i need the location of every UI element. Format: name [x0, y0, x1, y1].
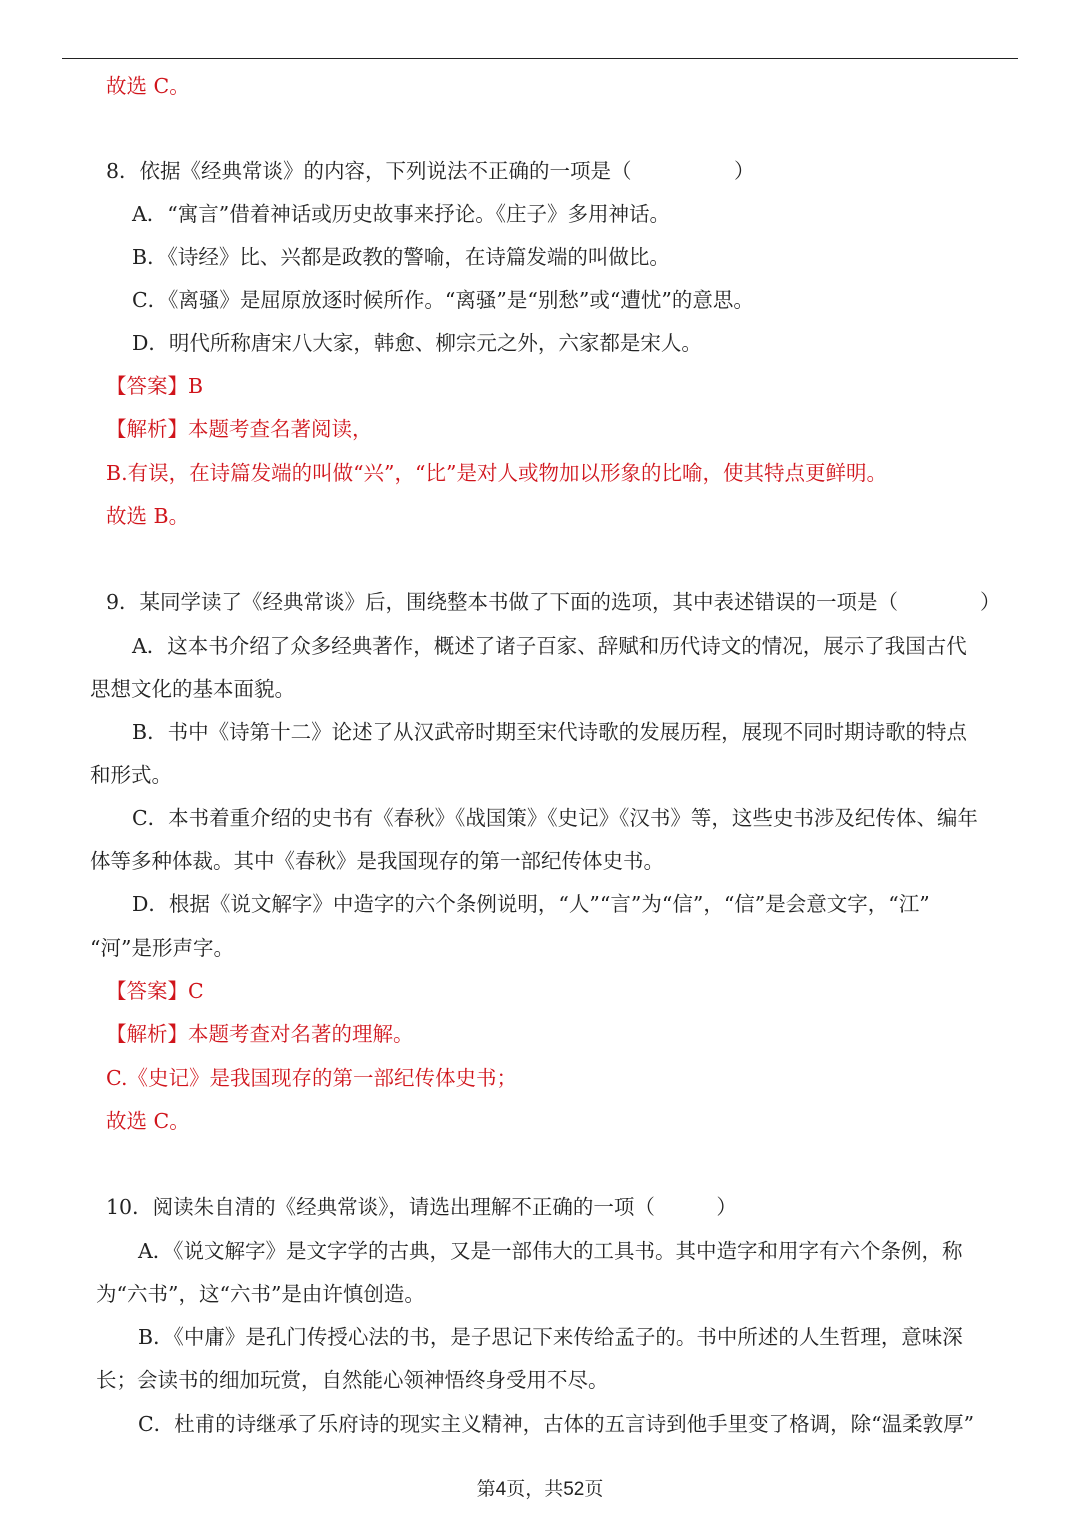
q9-option-d-cont: “河”是形声字。 [90, 936, 234, 960]
q9-option-c-cont: 体等多种体裁。其中《春秋》是我国现存的第一部纪传体史书。 [90, 849, 664, 873]
question-10-stem: 10．阅读朱自清的《经典常谈》，请选出理解不正确的一项（ ） [106, 1195, 737, 1219]
q9-option-a: A．这本书介绍了众多经典著作，概述了诸子百家、辞赋和历代诗文的情况，展示了我国古代 [132, 634, 967, 658]
q8-option-c: C．《离骚》是屈原放逐时候所作。“离骚”是“别愁”或“遭忧”的意思。 [132, 288, 754, 312]
q10-option-a: A．《说文解字》是文字学的古典，又是一部伟大的工具书。其中造字和用字有六个条例，称 [138, 1239, 963, 1263]
q8-conclusion: 故选 B。 [106, 504, 190, 528]
q9-option-a-cont: 思想文化的基本面貌。 [90, 677, 295, 701]
q9-option-d: D．根据《说文解字》中造字的六个条例说明，“人”“言”为“信”，“信”是会意文字，“江” [132, 892, 930, 916]
q10-option-b: B．《中庸》是孔门传授心法的书，是子思记下来传给孟子的。书中所述的人生哲理，意味深 [138, 1325, 963, 1349]
page-footer: 第4页，共52页 [476, 1479, 604, 1500]
q8-option-d: D．明代所称唐宋八大家，韩愈、柳宗元之外，六家都是宋人。 [132, 331, 702, 355]
q10-option-c: C．杜甫的诗继承了乐府诗的现实主义精神，古体的五言诗到他手里变了格调，除“温柔敦厚” [138, 1412, 975, 1436]
q9-option-c: C．本书着重介绍的史书有《春秋》《战国策》《史记》《汉书》等，这些史书涉及纪传体、编年 [132, 806, 978, 830]
q9-analysis-detail: C.《史记》是我国现存的第一部纪传体史书； [106, 1066, 517, 1090]
q9-option-b: B．书中《诗第十二》论述了从汉武帝时期至宋代诗歌的发展历程，展现不同时期诗歌的特点 [132, 720, 968, 744]
question-8-stem: 8．依据《经典常谈》的内容，下列说法不正确的一项是（ ） [106, 159, 755, 183]
question-9-stem: 9．某同学读了《经典常谈》后，围绕整本书做了下面的选项，其中表述错误的一项是（ ） [106, 590, 1001, 614]
q9-analysis: 【解析】本题考查对名著的理解。 [106, 1022, 414, 1046]
q8-answer: 【答案】B [106, 374, 204, 398]
q10-option-a-cont: 为“六书”，这“六书”是由许慎创造。 [96, 1282, 425, 1306]
q10-option-b-cont: 长；会读书的细加玩赏，自然能心领神悟终身受用不尽。 [96, 1368, 609, 1392]
q9-answer: 【答案】C [106, 979, 204, 1003]
header-rule [62, 58, 1018, 59]
q8-option-b: B．《诗经》比、兴都是政教的警喻，在诗篇发端的叫做比。 [132, 245, 670, 269]
q9-conclusion: 故选 C。 [106, 1109, 190, 1133]
q9-option-b-cont: 和形式。 [90, 763, 172, 787]
q8-option-a: A．“寓言”借着神话或历史故事来抒论。《庄子》多用神话。 [132, 202, 671, 226]
q8-analysis-detail: B.有误，在诗篇发端的叫做“兴”，“比”是对人或物加以形象的比喻，使其特点更鲜明。 [106, 461, 887, 485]
conclusion-q7: 故选 C。 [106, 74, 190, 98]
q8-analysis: 【解析】本题考查名著阅读， [106, 417, 373, 441]
